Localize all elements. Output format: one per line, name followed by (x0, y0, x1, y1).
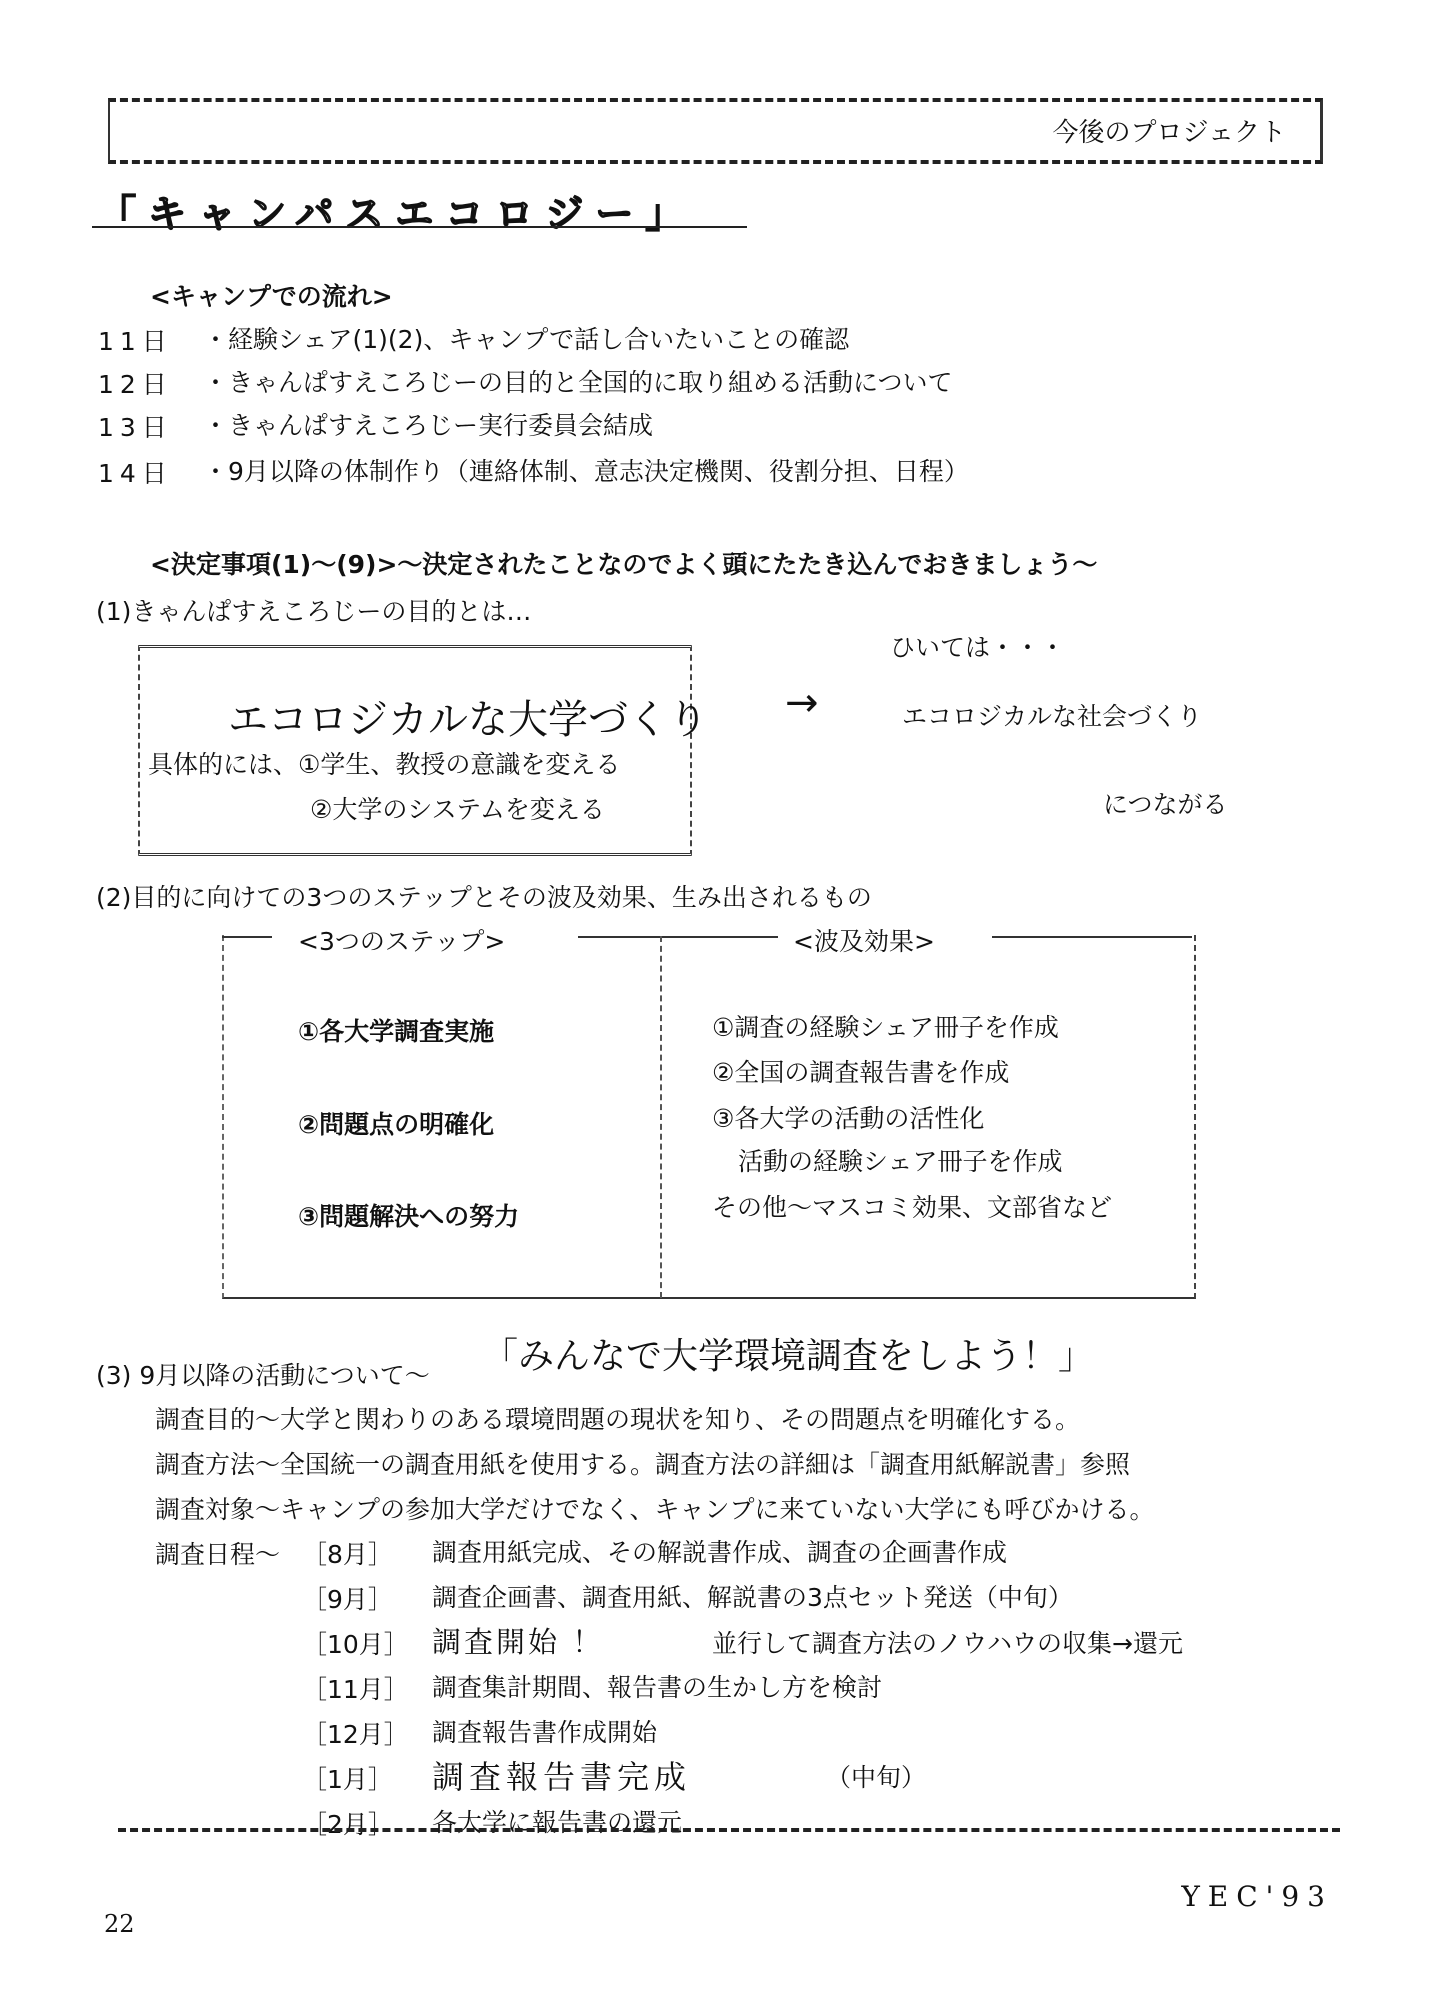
camp-day-text: ・きゃんぱすえころじーの目的と全国的に取り組める活動について (203, 368, 953, 397)
schedule-emph: 調査開始 ！ (432, 1625, 605, 1659)
step-item: ②問題点の明確化 (298, 1110, 495, 1139)
effect-item: その他～マスコミ効果、文部省など (712, 1193, 1113, 1222)
society-text: エコロジカルな社会づくり (902, 702, 1203, 731)
step-item: ①各大学調査実施 (298, 1017, 495, 1046)
schedule-month: ［2月］ (302, 1810, 393, 1839)
camp-day-text: ・9月以降の体制作り（連絡体制、意志決定機関、役割分担、日程） (203, 457, 969, 486)
schedule-month: ［12月］ (302, 1720, 409, 1749)
camp-day: 14日 (98, 459, 173, 488)
schedule-month: ［9月］ (302, 1585, 393, 1614)
camp-day-text: ・経験シェア(1)(2)、キャンプで話し合いたいことの確認 (203, 325, 850, 354)
table-divider (660, 936, 662, 1298)
header-label: 今後のプロジェクト (1052, 118, 1286, 148)
purpose-box-title: エコロジカルな大学づくり (228, 697, 708, 743)
effects-header: <波及効果> (793, 927, 935, 956)
schedule-text: 各大学に報告書の還元 (432, 1808, 683, 1837)
survey-method: 調査方法～全国統一の調査用紙を使用する。調査方法の詳細は「調査用紙解説書」参照 (155, 1450, 1131, 1479)
effect-item: ②全国の調査報告書を作成 (712, 1058, 1010, 1087)
schedule-month: ［10月］ (302, 1630, 409, 1659)
effect-item: ③各大学の活動の活性化 (712, 1104, 985, 1133)
schedule-text: 調査企画書、調査用紙、解説書の3点セット発送（中旬） (432, 1583, 1073, 1612)
header-box (108, 98, 1323, 164)
camp-day: 13日 (98, 413, 173, 442)
purpose-box-line2: ②大学のシステムを変える (310, 795, 605, 824)
table-top-rule (222, 936, 272, 938)
schedule-month: ［11月］ (302, 1675, 409, 1704)
schedule-text: 並行して調査方法のノウハウの収集→還元 (712, 1629, 1183, 1658)
survey-target: 調査対象～キャンプの参加大学だけでなく、キャンプに来ていない大学にも呼びかける。 (155, 1495, 1155, 1524)
slogan: 「みんなで大学環境調査をしよう！」 (482, 1336, 1095, 1377)
decisions-heading: <決定事項(1)～(9)>～決定されたことなのでよく頭にたたき込んでおきましょう～ (150, 550, 1098, 579)
schedule-label: 調査日程～ (155, 1540, 281, 1569)
title-underline (92, 226, 747, 228)
item2-label: (2)目的に向けての3つのステップとその波及効果、生み出されるもの (96, 883, 872, 912)
item1-label: (1)きゃんぱすえころじーの目的とは… (96, 597, 532, 626)
right-arrow-icon: → (785, 680, 819, 726)
survey-purpose: 調査目的～大学と関わりのある環境問題の現状を知り、その問題点を明確化する。 (155, 1405, 1081, 1434)
purpose-box-line1: 具体的には、①学生、教授の意識を変える (148, 750, 621, 779)
schedule-text: 調査用紙完成、その解説書作成、調査の企画書作成 (432, 1538, 1008, 1567)
camp-day: 12日 (98, 370, 173, 399)
table-top-rule (992, 936, 1192, 938)
schedule-emph: 調査報告書完成 (432, 1758, 692, 1796)
table-top-rule (578, 936, 778, 938)
hiite-text: ひいては・・・ (890, 633, 1066, 662)
footer-mark: YEC'93 (1181, 1880, 1333, 1913)
schedule-text: （中旬） (826, 1763, 927, 1792)
effect-item: 活動の経験シェア冊子を作成 (738, 1147, 1063, 1176)
schedule-text: 調査報告書作成開始 (432, 1718, 658, 1747)
camp-day-text: ・きゃんぱすえころじー実行委員会結成 (203, 411, 654, 440)
schedule-month: ［8月］ (302, 1540, 393, 1569)
page-title: 「キャンパスエコロジー」 (98, 192, 696, 236)
item3-label: (3) 9月以降の活動について～ (96, 1361, 430, 1390)
steps-header: <3つのステップ> (298, 927, 506, 956)
step-item: ③問題解決への努力 (298, 1202, 520, 1231)
camp-day: 11日 (98, 327, 173, 356)
page-number: 22 (104, 1910, 135, 1938)
bottom-rule (118, 1828, 1340, 1832)
camp-heading: <キャンプでの流れ> (150, 282, 393, 311)
effect-item: ①調査の経験シェア冊子を作成 (712, 1013, 1059, 1042)
tsunagaru-text: につながる (1103, 790, 1228, 819)
schedule-month: ［1月］ (302, 1765, 393, 1794)
schedule-text: 調査集計期間、報告書の生かし方を検討 (432, 1673, 883, 1702)
